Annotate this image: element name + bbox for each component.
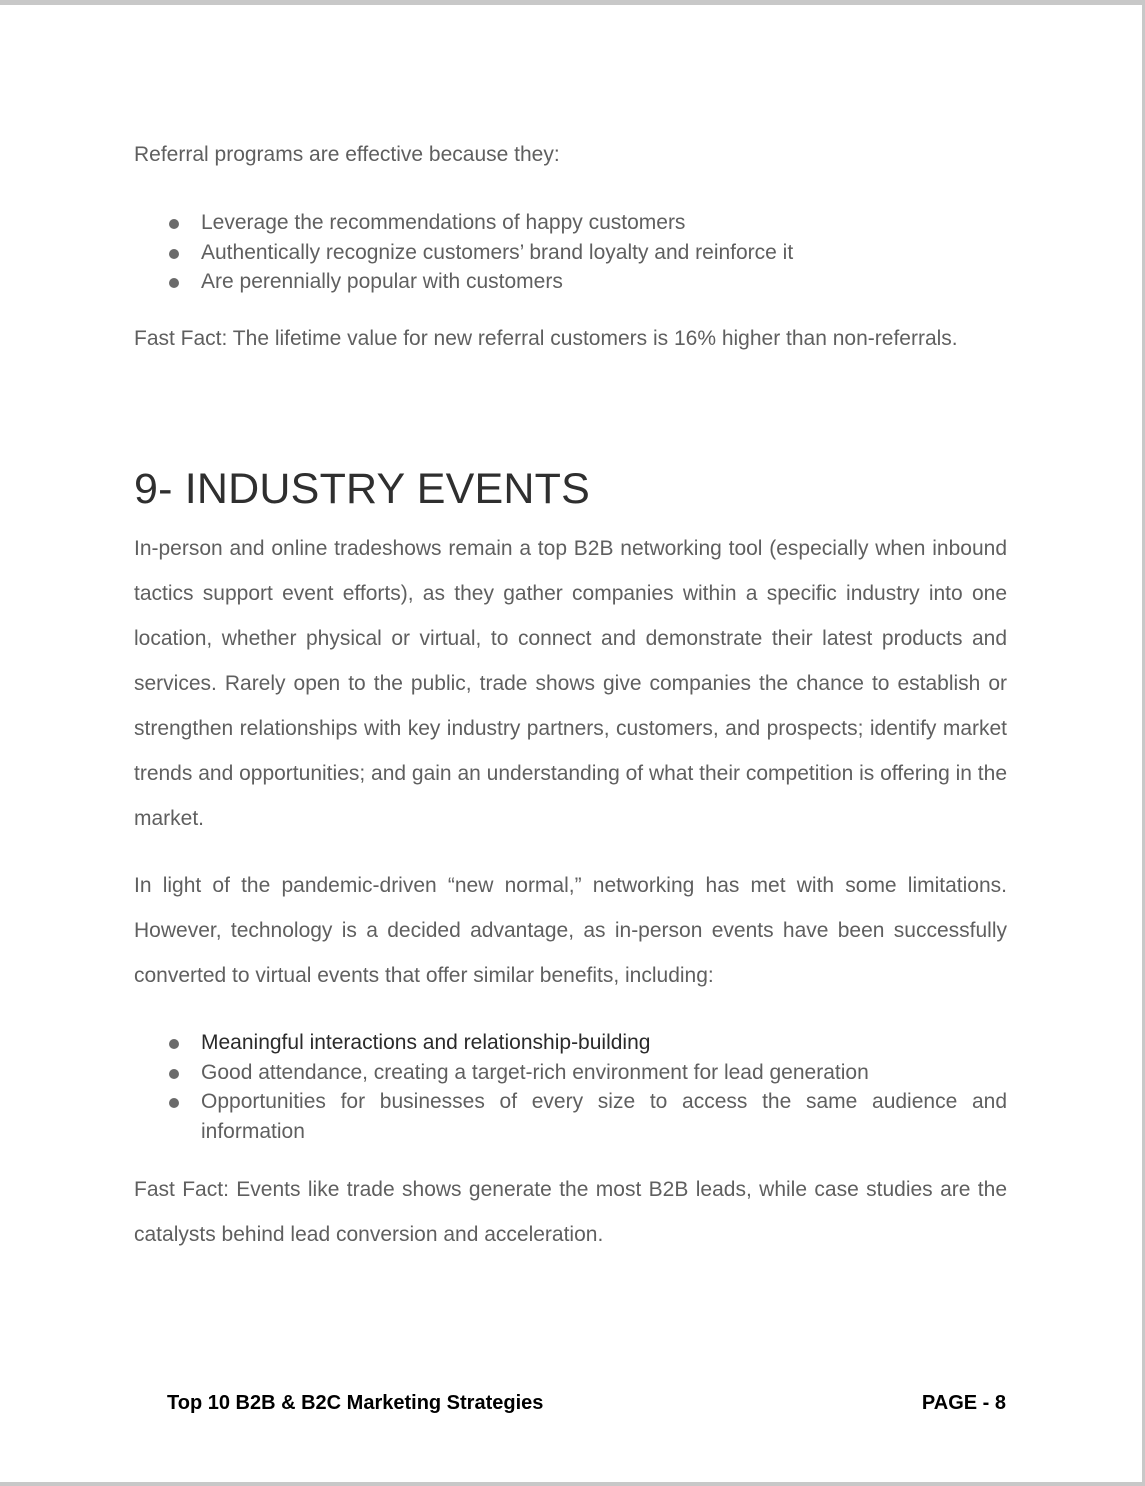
page-number: PAGE - 8 <box>921 1392 1006 1414</box>
bullet-icon <box>169 219 179 229</box>
footer-title: Top 10 B2B & B2C Marketing Strategies <box>167 1392 544 1414</box>
list-item: Authentically recognize customers’ brand loyalty and reinforce it <box>134 238 1007 268</box>
bullet-icon <box>169 1069 179 1079</box>
referral-intro: Referral programs are effective because they: <box>134 143 560 166</box>
bullet-icon <box>169 1098 179 1108</box>
events-fast-fact: Fast Fact: Events like trade shows generate the most B2B leads, while case studies are the catalysts behind lead conversion and acceleration. <box>134 1178 1007 1246</box>
list-item: Good attendance, creating a target-rich environment for lead generation <box>134 1058 1007 1088</box>
referral-bullet-list <box>134 208 1007 297</box>
bullet-icon <box>169 1039 179 1049</box>
bullet-icon <box>169 249 179 259</box>
section-heading: 9- INDUSTRY EVENTS <box>134 465 591 513</box>
list-item: Opportunities for businesses of every size to access the same audience and information <box>134 1087 1007 1146</box>
list-item: Are perennially popular with customers <box>134 267 1007 297</box>
events-bullet-list <box>134 1028 1007 1147</box>
referral-fast-fact: Fast Fact: The lifetime value for new referral customers is 16% higher than non-referrals. <box>134 327 958 350</box>
section-paragraph-1: In-person and online tradeshows remain a top B2B networking tool (especially when inbound tactics support event efforts), as they gather companies within a specific industry into one location, whether physical or virtual, to connect and demonstrate their latest products and services. Rarely open to the public, trade shows give companies the chance to establish or strengthen relationships with key industry partners, customers, and prospects; identify market trends and opportunities; and gain an understanding of what their competition is offering in the market. <box>134 537 1007 830</box>
list-item: Meaningful interactions and relationship-building <box>134 1028 1007 1058</box>
section-paragraph-2: In light of the pandemic-driven “new normal,” networking has met with some limitations. However, technology is a decided advantage, as in-person events have been successfully converted to virtual events that offer similar benefits, including: <box>134 874 1007 987</box>
list-item: Leverage the recommendations of happy customers <box>134 208 1007 238</box>
bullet-icon <box>169 278 179 288</box>
